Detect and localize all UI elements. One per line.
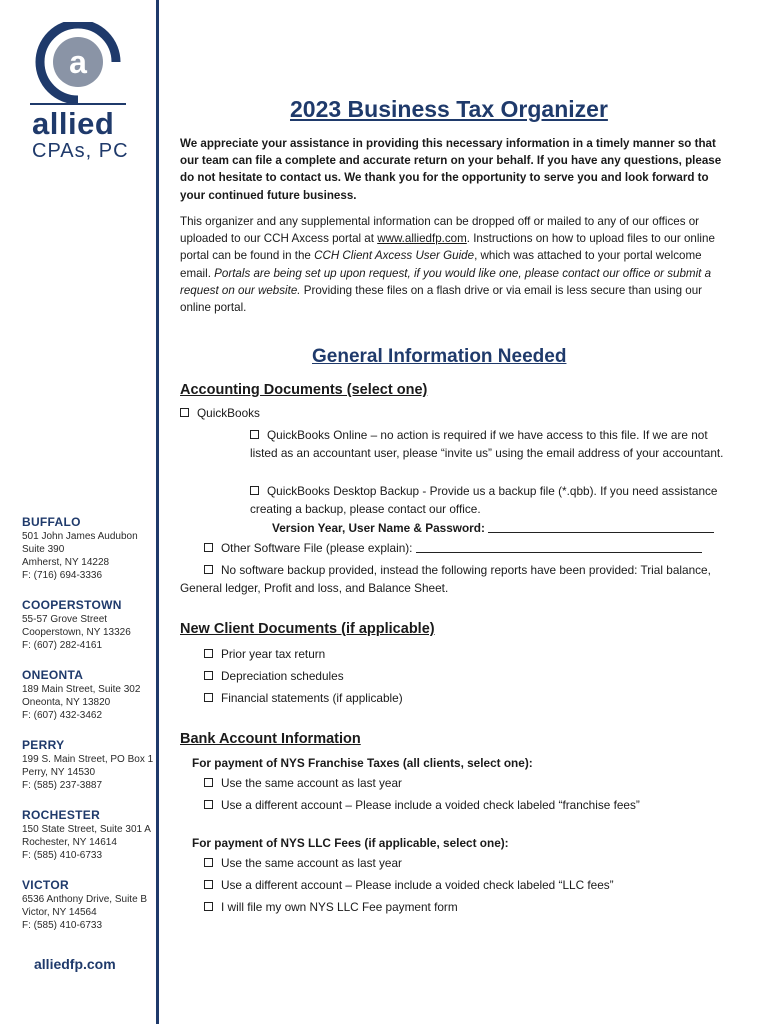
office-line: 199 S. Main Street, PO Box 1 <box>22 754 154 765</box>
option-label: Use a different account – Please include a voided check labeled “franchise fees” <box>221 798 640 812</box>
para-text: This organizer and any supplemental information can be dropped off or mailed to any of our offices or uploaded to our CCH Axcess portal at <box>180 215 700 246</box>
option-label: Other Software File (please explain): <box>221 541 413 555</box>
para-text: Providing these files on a flash drive or via email is less secure than using our online portal. <box>180 283 703 315</box>
office-line: 6536 Anthony Drive, Suite B <box>22 894 148 905</box>
checkbox[interactable] <box>180 408 189 417</box>
portal-note: Portals are being set up upon request, if you would like one, please contact our office or submit a request on our website. <box>180 266 712 297</box>
office-name: ONEONTA <box>22 668 84 682</box>
checkbox[interactable] <box>204 671 213 680</box>
option-label: QuickBooks Online – no action is required if we have access to this file. If we are not listed as an accountant user, please “invite us” using the email address of your accountant. <box>250 428 724 460</box>
checkbox[interactable] <box>204 565 213 574</box>
instructions-paragraph <box>180 213 732 316</box>
office-name: PERRY <box>22 738 65 752</box>
option-label: I will file my own NYS LLC Fee payment form <box>221 900 458 914</box>
office-line: F: (585) 410-6733 <box>22 850 103 861</box>
office-oneonta <box>22 668 156 722</box>
version-field <box>272 520 714 538</box>
option-depreciation <box>204 668 344 686</box>
office-line: Amherst, NY 14228 <box>22 557 110 568</box>
version-input-line[interactable] <box>488 521 714 533</box>
option-label: Prior year tax return <box>221 647 326 661</box>
office-line: 189 Main Street, Suite 302 <box>22 684 141 695</box>
office-cooperstown <box>22 598 156 652</box>
office-name: BUFFALO <box>22 515 81 529</box>
office-line: 501 John James Audubon <box>22 531 138 542</box>
option-quickbooks <box>180 405 260 423</box>
office-line: F: (716) 694-3336 <box>22 570 103 581</box>
office-line: Oneonta, NY 13820 <box>22 697 111 708</box>
office-line: Suite 390 <box>22 544 65 555</box>
option-label: No software backup provided, instead the following reports have been provided: Trial balance, General ledger, Profit and loss, and Balance Sheet. <box>180 563 711 595</box>
checkbox[interactable] <box>204 880 213 889</box>
option-label: Use a different account – Please include a voided check labeled “LLC fees” <box>221 878 614 892</box>
logo-divider <box>30 103 126 105</box>
checkbox[interactable] <box>204 902 213 911</box>
checkbox[interactable] <box>250 430 259 439</box>
office-buffalo <box>22 515 156 582</box>
checkbox[interactable] <box>250 486 259 495</box>
logo-letter: a <box>69 44 87 80</box>
option-franchise-same <box>204 775 402 793</box>
option-financials <box>204 690 403 708</box>
checkbox[interactable] <box>204 693 213 702</box>
office-name: ROCHESTER <box>22 808 101 822</box>
checkbox[interactable] <box>204 543 213 552</box>
franchise-label: For payment of NYS Franchise Taxes (all clients, select one): <box>192 756 533 770</box>
option-label: QuickBooks Desktop Backup - Provide us a backup file (*.qbb). If you need assistance creating a backup, please contact our office. <box>250 484 718 516</box>
option-prior-return <box>204 646 325 664</box>
option-label: Financial statements (if applicable) <box>221 691 403 705</box>
option-label: QuickBooks <box>197 406 260 420</box>
checkbox[interactable] <box>204 800 213 809</box>
office-line: F: (607) 432-3462 <box>22 710 103 721</box>
office-name: COOPERSTOWN <box>22 598 122 612</box>
bank-heading: Bank Account Information <box>180 731 361 747</box>
office-perry <box>22 738 156 792</box>
option-llc-same <box>204 855 402 873</box>
office-line: Perry, NY 14530 <box>22 767 96 778</box>
brand-subtitle: CPAs, PC <box>32 140 129 162</box>
option-label: Use the same account as last year <box>221 856 402 870</box>
office-line: Rochester, NY 14614 <box>22 837 117 848</box>
allied-logo <box>28 22 128 104</box>
user-guide-title: CCH Client Axcess User Guide <box>314 249 475 263</box>
office-victor <box>22 878 156 932</box>
office-line: 55-57 Grove Street <box>22 614 108 625</box>
option-qb-desktop <box>250 483 728 518</box>
intro-paragraph: We appreciate your assistance in providing this necessary information in a timely manner so that our team can file a complete and accurate return on your behalf. If you have any questions, please do not hesitate to contact us. We thank you for the opportunity to serve you and look forward to your continued future business. <box>180 137 722 202</box>
option-franchise-different <box>204 797 640 815</box>
checkbox[interactable] <box>204 858 213 867</box>
sidebar <box>0 0 158 1024</box>
office-rochester <box>22 808 156 862</box>
office-name: VICTOR <box>22 878 69 892</box>
sidebar-divider <box>156 0 159 1024</box>
option-llc-different <box>204 877 614 895</box>
option-qb-online <box>250 427 728 462</box>
logo-mark-icon <box>28 22 128 104</box>
para-text: , which was attached to your portal welcome email. <box>180 249 702 280</box>
other-software-input-line[interactable] <box>416 541 702 553</box>
office-line: F: (585) 237-3887 <box>22 780 103 791</box>
accounting-heading: Accounting Documents (select one) <box>180 382 428 398</box>
version-label: Version Year, User Name & Password: <box>272 521 485 535</box>
para-text: . Instructions on how to upload files to our online portal can be found in the <box>180 232 715 263</box>
office-line: 150 State Street, Suite 301 A <box>22 824 151 835</box>
option-llc-own <box>204 899 458 917</box>
new-client-heading: New Client Documents (if applicable) <box>180 621 435 637</box>
website-link[interactable]: alliedfp.com <box>34 956 116 972</box>
option-no-backup <box>180 562 732 597</box>
option-other-software <box>204 540 702 558</box>
option-label: Use the same account as last year <box>221 776 402 790</box>
portal-link[interactable]: www.alliedfp.com <box>377 232 467 246</box>
page-title: 2023 Business Tax Organizer <box>290 96 608 122</box>
office-line: F: (607) 282-4161 <box>22 640 103 651</box>
office-line: F: (585) 410-6733 <box>22 920 103 931</box>
brand-name: allied <box>32 106 115 141</box>
checkbox[interactable] <box>204 778 213 787</box>
office-line: Victor, NY 14564 <box>22 907 97 918</box>
section-title: General Information Needed <box>312 346 567 367</box>
checkbox[interactable] <box>204 649 213 658</box>
option-label: Depreciation schedules <box>221 669 344 683</box>
llc-label: For payment of NYS LLC Fees (if applicable, select one): <box>192 836 509 850</box>
office-line: Cooperstown, NY 13326 <box>22 627 131 638</box>
